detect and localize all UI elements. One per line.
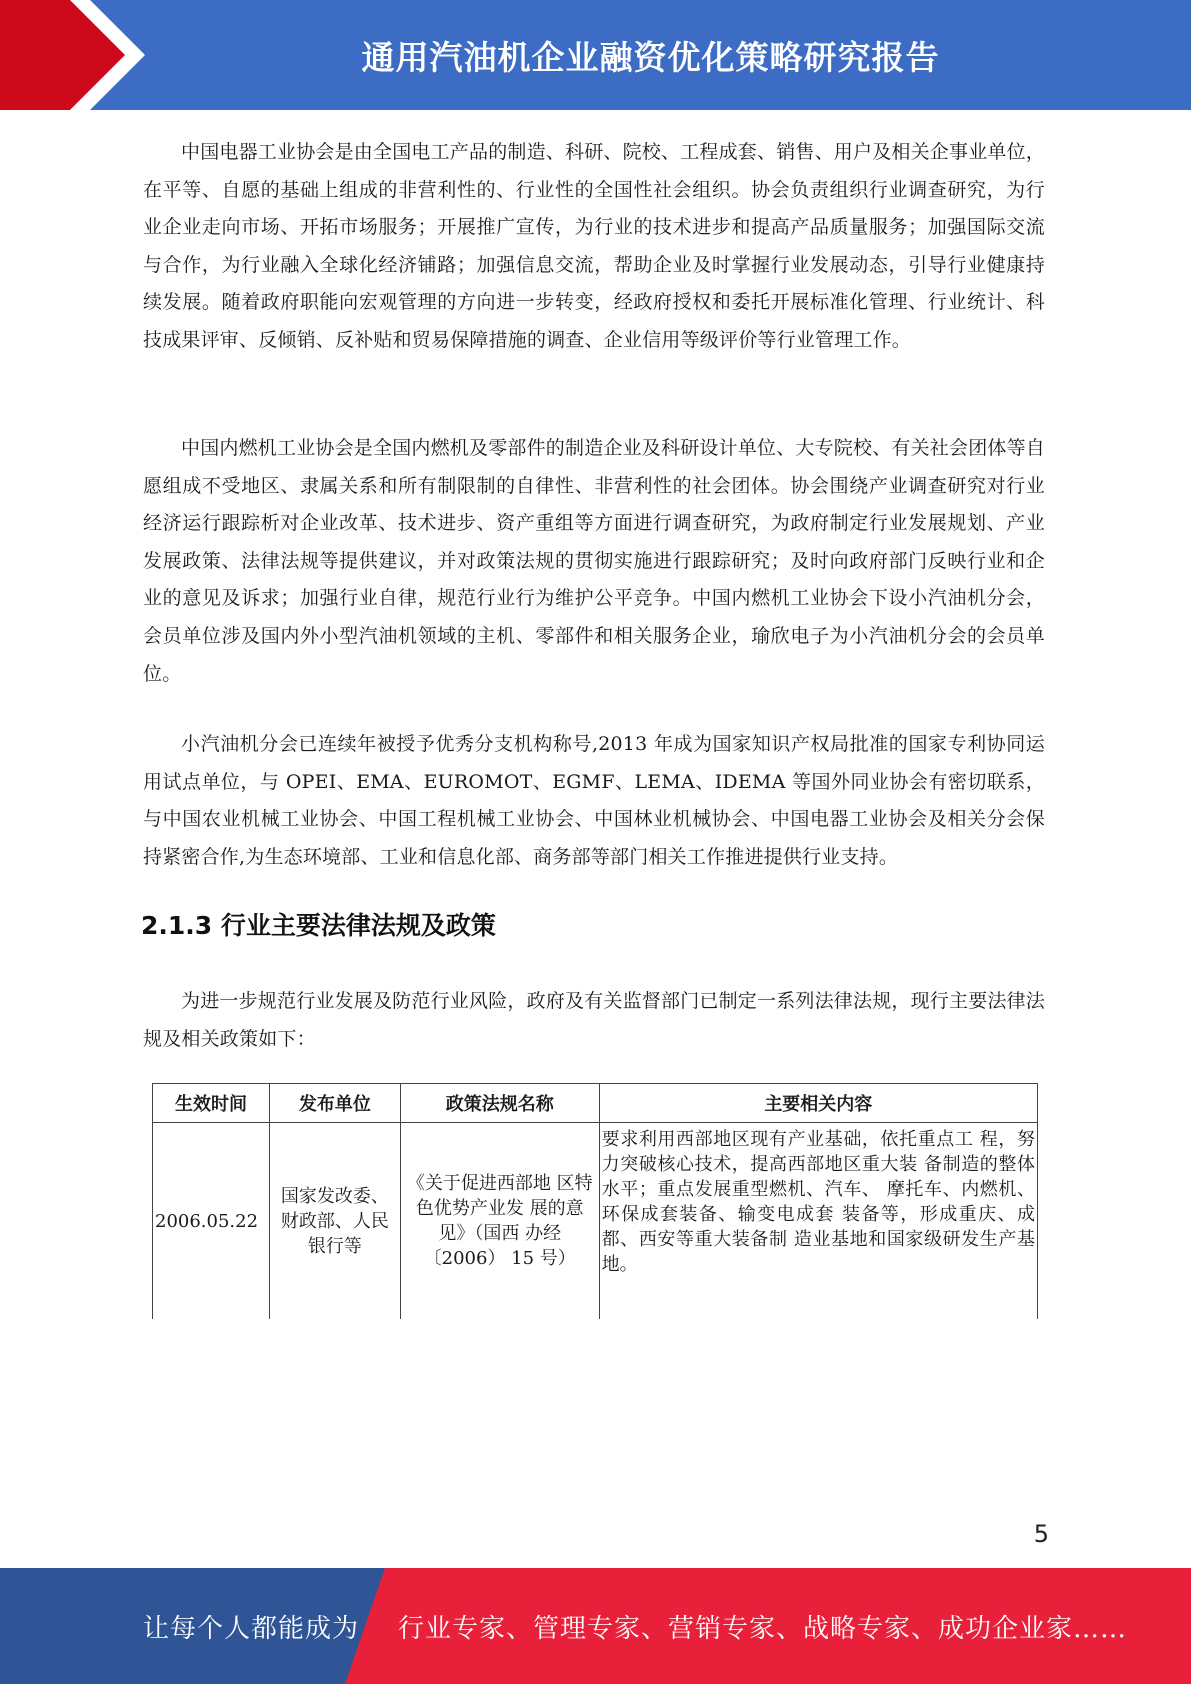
paragraph-electrical-association: 中国电器工业协会是由全国电工产品的制造、科研、院校、工程成套、销售、用户及相关企事业单位，在平等、自愿的基础上组成的非营利性的、行业性的全国性社会组织。协会负责组织行业调查研究，为行业企业走向市场、开拓市场服务；开展推广宣传，为行业的技术进步和提高产品质量服务；加强国际交流与合作，为行业融入全球化经济铺路；加强信息交流，帮助企业及时掌握行业发展动态，引导行业健康持续发展。随着政府职能向宏观管理的方向进一步转变，经政府授权和委托开展标准化管理、行业统计、科技成果评审、反倾销、反补贴和贸易保障措施的调查、企业信用等级评价等行业管理工作。 (143, 141, 1046, 351)
page-header (0, 0, 1191, 110)
header-policy-name: 政策法规名称 (400, 1084, 599, 1123)
header-effective-date: 生效时间 (153, 1084, 270, 1123)
footer-slogan-left: 让每个人都能成为 (143, 1613, 360, 1644)
cell-issuer: 国家发改委、财政部、人民银行等 (269, 1123, 400, 1320)
cell-date: 2006.05.22 (153, 1123, 270, 1320)
header-main-content: 主要相关内容 (599, 1084, 1037, 1123)
cell-policy-name: 《关于促进西部地 区特色优势产业发 展的意见》（国西 办经〔2006） 15 号） (400, 1123, 599, 1320)
section-intro: 为进一步规范行业发展及防范行业风险，政府及有关监督部门已制定一系列法律法规，现行主要法律法规及相关政策如下： (143, 990, 1046, 1050)
page-number: 5 (1033, 1520, 1049, 1548)
paragraph-small-gasoline-branch: 小汽油机分会已连续年被授予优秀分支机构称号,2013 年成为国家知识产权局批准的国家专利协同运用试点单位，与 OPEI、EMA、EUROMOT、EGMF、LEMA、IDEMA 等国外同业协会有密切联系，与中国农业机械工业协会、中国工程机械工业协会、中国林业机械协会、中国电器工业协会及相关分会保持紧密合作,为生态环境部、工业和信息化部、商务部等部门相关工作推进提供行业支持。 (143, 733, 1045, 868)
paragraph-combustion-engine-association: 中国内燃机工业协会是全国内燃机及零部件的制造企业及科研设计单位、大专院校、有关社会团体等自愿组成不受地区、隶属关系和所有制限制的自律性、非营利性的社会团体。协会围绕产业调查研究对行业经济运行跟踪析对企业改革、技术进步、资产重组等方面进行调查研究，为政府制定行业发展规划、产业发展政策、法律法规等提供建议，并对政策法规的贯彻实施进行跟踪研究；及时向政府部门反映行业和企业的意见及诉求；加强行业自律，规范行业行为维护公平竞争。中国内燃机工业协会下设小汽油机分会，会员单位涉及国内外小型汽油机领域的主机、零部件和相关服务企业，瑜欣电子为小汽油机分会的会员单位。 (143, 437, 1046, 685)
policy-table (152, 1083, 1038, 1319)
footer-slogan-right: 行业专家、管理专家、营销专家、战略专家、成功企业家…… (398, 1613, 1128, 1644)
table-header-row (153, 1084, 1038, 1123)
header-issuer: 发布单位 (269, 1084, 400, 1123)
page-footer (0, 1568, 1191, 1684)
section-heading: 2.1.3 行业主要法律法规及政策 (141, 911, 496, 940)
header-arrow-decoration (0, 0, 160, 110)
table-row (153, 1123, 1038, 1320)
report-title: 通用汽油机企业融资优化策略研究报告 (361, 37, 940, 77)
cell-content: 要求利用西部地区现有产业基础，依托重点工 程，努力突破核心技术，提高西部地区重大装 备制造的整体水平；重点发展重型燃机、汽车、 摩托车、内燃机、环保成套装备、输变电成套 装备等，形成重庆、成都、西安等重大装备制 造业基地和国家级研发生产基地。 (599, 1123, 1037, 1320)
